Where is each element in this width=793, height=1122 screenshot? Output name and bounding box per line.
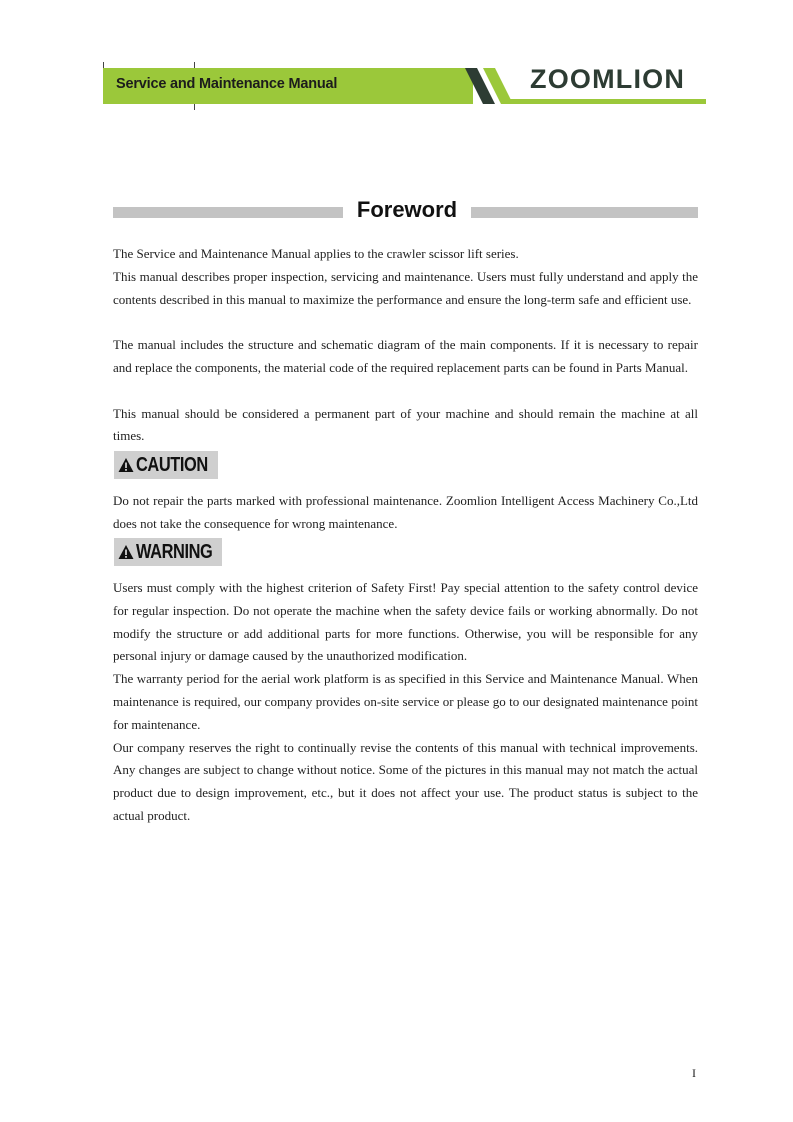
brand-underline: [510, 99, 706, 104]
caution-label: CAUTION: [136, 453, 208, 476]
header-tick-mark: [103, 62, 104, 68]
header-tick-mark: [194, 62, 195, 68]
caution-badge: [114, 451, 218, 479]
header-title: Service and Maintenance Manual: [116, 76, 338, 92]
section-title: Foreword: [356, 197, 458, 222]
intro-paragraph: This manual should be considered a permanent part of your machine and should remain the machine at all times.: [113, 405, 698, 444]
brand-logo-text: ZOOMLION: [530, 64, 686, 94]
warning-badge: [114, 538, 222, 566]
section-divider-left: [113, 207, 343, 218]
section-divider-right: [471, 207, 698, 218]
header-tick-mark: [194, 104, 195, 110]
warning-triangle-icon: [118, 457, 134, 473]
intro-paragraph: The manual includes the structure and schematic diagram of the main components. If it is necessary to repair and replace the components, the material code of the required replacement parts can be found in Parts Manual.: [113, 337, 698, 375]
warning-paragraph: Our company reserves the right to continually revise the contents of this manual with technical improvements. Any changes are subject to change without notice. Some of the pictures in this manual may not match the actual product due to design improvement, etc., but it does not affect your use. The product status is subject to the actual product.: [113, 739, 698, 823]
warning-paragraph: The warranty period for the aerial work platform is as specified in this Service and Maintenance Manual. When maintenance is required, our company provides on-site service or please go to our designated maintenance point for maintenance.: [113, 671, 698, 732]
page-number: I: [692, 1066, 696, 1080]
caution-text: Do not repair the parts marked with professional maintenance. Zoomlion Intelligent Access Machinery Co.,Ltd does not take the consequence for wrong maintenance.: [113, 493, 698, 531]
warning-paragraph: Users must comply with the highest criterion of Safety First! Pay special attention to the safety control device for regular inspection. Do not operate the machine when the safety device fails or working abnormally. Do not modify the structure or add additional parts for more functions. Otherwise, you will be responsible for any personal injury or damage caused by the unauthorized modification.: [113, 580, 698, 664]
warning-label: WARNING: [136, 540, 213, 563]
intro-paragraph: This manual describes proper inspection, servicing and maintenance. Users must fully understand and apply the contents described in this manual to maximize the performance and ensure the long-term safe and efficient use.: [113, 268, 698, 307]
warning-triangle-icon: [118, 544, 134, 560]
intro-paragraph: The Service and Maintenance Manual applies to the crawler scissor lift series.: [113, 246, 519, 261]
